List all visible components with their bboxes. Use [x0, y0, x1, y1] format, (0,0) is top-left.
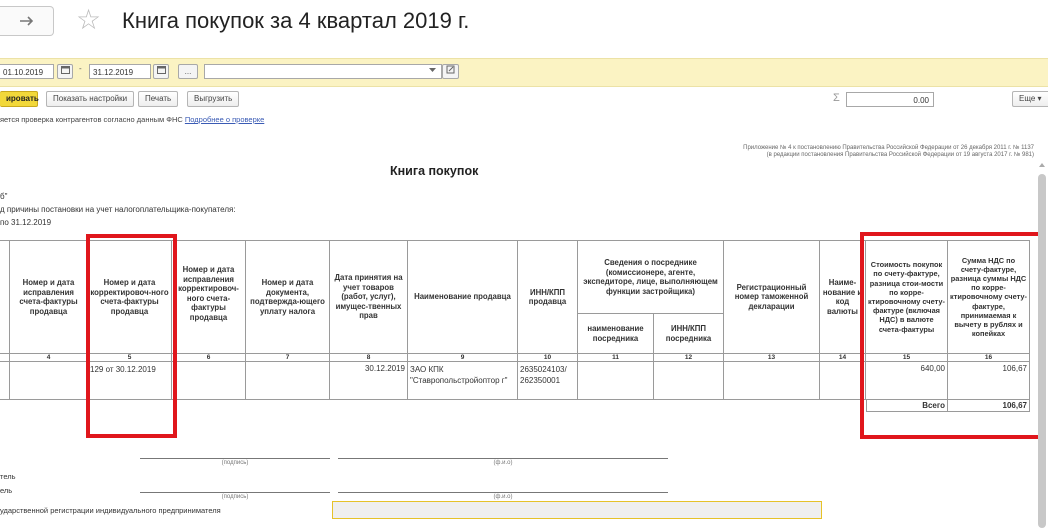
- organization-open-button[interactable]: [442, 64, 459, 79]
- header-cell-6: Номер и дата исправления корректировоч-ного счета-фактуры продавца: [172, 241, 246, 354]
- scrollbar-thumb[interactable]: [1038, 174, 1046, 528]
- fio-line-2: [338, 492, 668, 493]
- header-cell-15: Стоимость покупок по счету-фактуре, разница стои-мости по корре-ктировочному счету-фактуре (включая НДС) в валюте счета-фактуры: [866, 241, 948, 354]
- appendix-note: [634, 145, 1034, 159]
- col-number-3: [0, 354, 10, 362]
- header-cell-13: Регистрационный номер таможенной декларации: [724, 241, 820, 354]
- registration-input[interactable]: [332, 501, 822, 519]
- header-cell-intermediary-group: Сведения о посреднике (комиссионере, агенте, экспедиторе, лице, выполняющем функции застройщика): [578, 241, 724, 314]
- appendix-line-1: Приложение № 4 к постановлению Правительства Российской Федерации от 26 декабря 2011 г. № 1137: [743, 145, 1034, 151]
- sum-icon: Σ: [833, 92, 840, 104]
- row-cell-5[interactable]: 129 от 30.12.2019: [88, 362, 172, 400]
- row-cell-7: [246, 362, 330, 400]
- notice-text: яется проверка контрагентов согласно данным ФНС: [0, 115, 183, 124]
- row-cell-9[interactable]: ЗАО КПК "Ставропольстройоптор г": [408, 362, 518, 400]
- organization-dropdown-button[interactable]: [424, 64, 441, 79]
- header-cell-9: Наименование продавца: [408, 241, 518, 354]
- period-select-button[interactable]: ...: [178, 64, 198, 79]
- row-cell-16[interactable]: 106,67: [948, 362, 1030, 400]
- report-kpp-line: д причины постановки на учет налогоплательщика-покупателя:: [0, 205, 236, 214]
- header-cell-8: Дата принятия на учет товаров (работ, услуг), имущес-твенных прав: [330, 241, 408, 354]
- col-number-16: 16: [948, 354, 1030, 362]
- col-number-11: 11: [578, 354, 654, 362]
- notice-details-link[interactable]: Подробнее о проверке: [184, 115, 265, 124]
- col-number-9: 9: [408, 354, 518, 362]
- calendar-to-button[interactable]: [153, 64, 169, 79]
- scroll-up-icon[interactable]: [1036, 160, 1048, 170]
- header-cell-12: ИНН/КПП посредника: [654, 314, 724, 354]
- signature-caption-1: (подпись): [221, 460, 249, 466]
- row-cell-11: [578, 362, 654, 400]
- signature-caption-2: (подпись): [221, 494, 249, 500]
- signature-label-2: ель: [0, 486, 13, 495]
- row-cell-3: [0, 362, 10, 400]
- report-org-line: б": [0, 192, 8, 201]
- header-cell-11: наименование посредника: [578, 314, 654, 354]
- fio-caption-2: (ф.и.о): [493, 494, 513, 500]
- col-number-15: 15: [866, 354, 948, 362]
- page-title: Книга покупок за 4 квартал 2019 г.: [122, 8, 470, 33]
- fio-caption-1: (ф.и.о): [493, 460, 513, 466]
- col-number-8: 8: [330, 354, 408, 362]
- total-label: Всего: [866, 400, 948, 412]
- col-number-6: 6: [172, 354, 246, 362]
- row-cell-13: [724, 362, 820, 400]
- header-cell-16: Сумма НДС по счету-фактуре, разница суммы НДС по корре-ктировочному счету-фактуре, принимаемая к вычету в рублях и копейках: [948, 241, 1030, 354]
- row-cell-10[interactable]: 2635024103/ 262350001: [518, 362, 578, 400]
- print-button[interactable]: Печать: [138, 91, 178, 107]
- fio-line-1: [338, 458, 668, 459]
- row-cell-15[interactable]: 640,00: [866, 362, 948, 400]
- col-number-7: 7: [246, 354, 330, 362]
- row-cell-4: [10, 362, 88, 400]
- upload-button[interactable]: Выгрузить: [187, 91, 239, 107]
- col-number-5: 5: [88, 354, 172, 362]
- signature-line-2: [140, 492, 330, 493]
- organization-input[interactable]: [204, 64, 442, 79]
- date-separator: -: [79, 64, 82, 73]
- calendar-from-button[interactable]: [57, 64, 73, 79]
- generate-button[interactable]: ировать: [0, 91, 38, 107]
- date-from-input[interactable]: 01.10.2019: [0, 64, 54, 79]
- row-cell-14: [820, 362, 866, 400]
- forward-button[interactable]: [0, 6, 54, 36]
- registration-label: ударственной регистрации индивидуального предпринимателя: [0, 506, 221, 515]
- header-cell-5: Номер и дата корректировоч-ного счета-фактуры продавца: [88, 241, 172, 354]
- open-link-icon: [446, 65, 455, 74]
- row-cell-12: [654, 362, 724, 400]
- sum-field: 0.00: [846, 92, 934, 107]
- report-period-line: по 31.12.2019: [0, 218, 52, 227]
- show-settings-button[interactable]: Показать настройки: [46, 91, 134, 107]
- report-title: Книга покупок: [390, 164, 479, 178]
- signature-label-1: тель: [0, 472, 16, 481]
- total-value: 106,67: [948, 400, 1030, 412]
- more-menu-button[interactable]: Еще ▾: [1012, 91, 1048, 107]
- col-number-12: 12: [654, 354, 724, 362]
- calendar-icon: [61, 65, 70, 74]
- col-number-14: 14: [820, 354, 866, 362]
- favorite-star-icon[interactable]: ☆: [76, 4, 102, 35]
- col-number-4: 4: [10, 354, 88, 362]
- date-to-input[interactable]: 31.12.2019: [89, 64, 151, 79]
- header-cell-7: Номер и дата документа, подтвержда-ющего уплату налога: [246, 241, 330, 354]
- signature-line-1: [140, 458, 330, 459]
- counterparty-check-notice: [0, 115, 264, 124]
- header-cell-10: ИНН/КПП продавца: [518, 241, 578, 354]
- row-cell-6: [172, 362, 246, 400]
- row-cell-8[interactable]: 30.12.2019: [330, 362, 408, 400]
- appendix-line-2: (в редакции постановления Правительства Российской Федерации от 19 августа 2017 г. № 981): [766, 152, 1034, 158]
- arrow-right-icon: [19, 15, 35, 27]
- header-cell-14: Наиме-нование и код валюты: [820, 241, 866, 354]
- chevron-down-icon: [429, 68, 436, 73]
- calendar-icon: [157, 65, 166, 74]
- purchase-book-table: [0, 240, 1030, 412]
- col-number-10: 10: [518, 354, 578, 362]
- col-number-13: 13: [724, 354, 820, 362]
- header-cell-3: [0, 241, 10, 354]
- header-cell-4: Номер и дата исправления счета-фактуры продавца: [10, 241, 88, 354]
